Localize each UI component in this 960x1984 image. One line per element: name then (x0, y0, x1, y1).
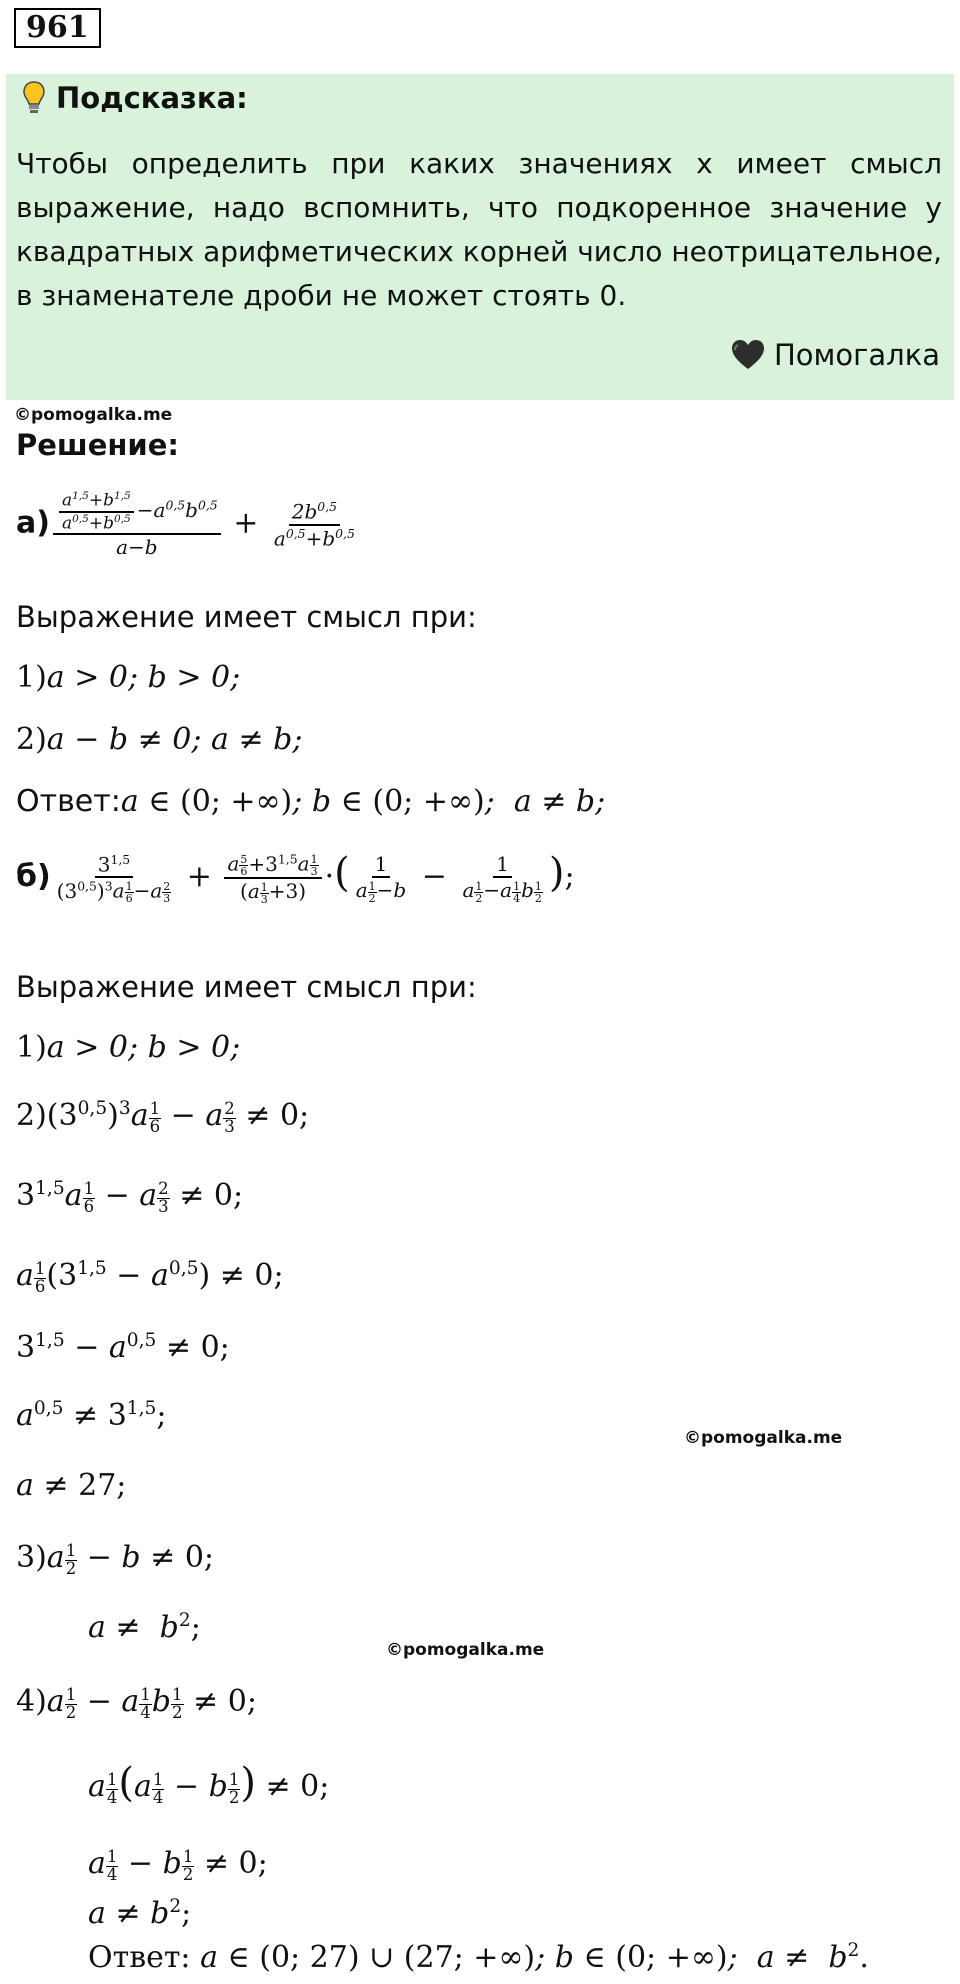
part-b-label: б) (16, 859, 51, 894)
part-b-step-4: 4)a $\frac{1}{2}$ − a $\frac{1}{4}$ b $\frac{1}{2}$ ≠ 0; (16, 1684, 257, 1722)
part-a-expression: а) $\frac{a^{1,5}+b^{1,5}}{a^{0,5}+b^{0,5}}$ $-a^{0,5}b^{0,5}$ a−b + $\frac{2b^{0,5}}{a^{0,5}+b^{0,5}}$ (16, 490, 355, 560)
part-b-step-2-line-6: a ≠ 27; (16, 1468, 127, 1503)
part-b-step-3: 3)a $\frac{1}{2}$ − b ≠ 0; (16, 1540, 215, 1578)
hint-footer (730, 338, 940, 372)
part-a-step-1: 1)a > 0; b > 0; (16, 660, 241, 695)
part-a-label: а) (16, 505, 50, 541)
watermark-lower: ©pomogalka.me (386, 1640, 545, 1660)
problem-number: 961 (14, 8, 101, 48)
brand-name: Помогалка (774, 338, 940, 372)
hint-title (22, 80, 248, 116)
part-b-step-4-line-2: a $\frac{1}{4}$ (a $\frac{1}{4}$ − b $\frac{1}{2}$ ) ≠ 0; (88, 1760, 330, 1807)
part-a-answer: Ответ:a ∈ (0; +∞); b ∈ (0; +∞); a ≠ b; (16, 784, 606, 819)
part-b-step-2-line-5: $a^{0,5} \ne 3^{1,5}$; (16, 1398, 167, 1433)
part-b-step-4-line-3: a $\frac{1}{4}$ − b $\frac{1}{2}$ ≠ 0; (88, 1846, 268, 1884)
part-b-expression: б) 3$^{1,5}$ $(3^{0,5})^3a$ $\frac{1}{6}$ −a $\frac{2}{3}$ + a $\frac{5}{6}$ $+3^{1,5}a$ $\frac{1}{3}$ (a $\frac{1}{3}$ +3) ·( 1 a $\frac{1}{2}$ −b − 1 a $\frac{1}{2}$ −a $\frac{1}{4}$ b $\frac{1}{2}$ ); (16, 850, 575, 906)
part-b-step-1: 1)a > 0; b > 0; (16, 1030, 241, 1065)
watermark-middle: ©pomogalka.me (684, 1428, 843, 1448)
hint-title-text: Подсказка: (56, 81, 248, 115)
lightbulb-icon (22, 80, 46, 116)
part-b-step-4-line-4: $a \ne b^2$; (88, 1896, 192, 1931)
part-b-step-2-line-2: 3$^{1,5}$a $\frac{1}{6}$ − a $\frac{2}{3}$ ≠ 0; (16, 1178, 244, 1216)
part-a-step-2: 2)a − b ≠ 0; a ≠ b; (16, 722, 303, 757)
watermark: ©pomogalka.me (14, 405, 173, 425)
part-b-step-2: $2)(3^{0,5})^3a$ $\frac{1}{6}$ − a $\frac{2}{3}$ ≠ 0; (16, 1098, 310, 1136)
part-b-answer: Ответ: a ∈ (0; 27) ∪ (27; +∞); b ∈ (0; +∞); $a \ne b^2$. (88, 1940, 869, 1975)
part-b-step-2-line-3: a $\frac{1}{6}$ $(3^{1,5} - a^{0,5}) \ne 0$; (16, 1258, 284, 1296)
heart-icon (730, 339, 766, 371)
hint-text: Чтобы определить при каких значениях х имеет смысл выражение, надо вспомнить, что подкоренное значение у квадратных арифметических корней число неотрицательное, в знаменателе дроби не может стоять 0. (16, 147, 942, 312)
part-b-condition: Выражение имеет смысл при: (16, 970, 477, 1004)
solution-label: Решение: (16, 428, 180, 462)
hint-box (6, 74, 954, 400)
part-b-step-3-line-2: $a \ne b^2$; (88, 1610, 201, 1645)
part-b-step-2-line-4: $3^{1,5} - a^{0,5} \ne 0$; (16, 1330, 230, 1365)
part-a-condition: Выражение имеет смысл при: (16, 600, 477, 634)
